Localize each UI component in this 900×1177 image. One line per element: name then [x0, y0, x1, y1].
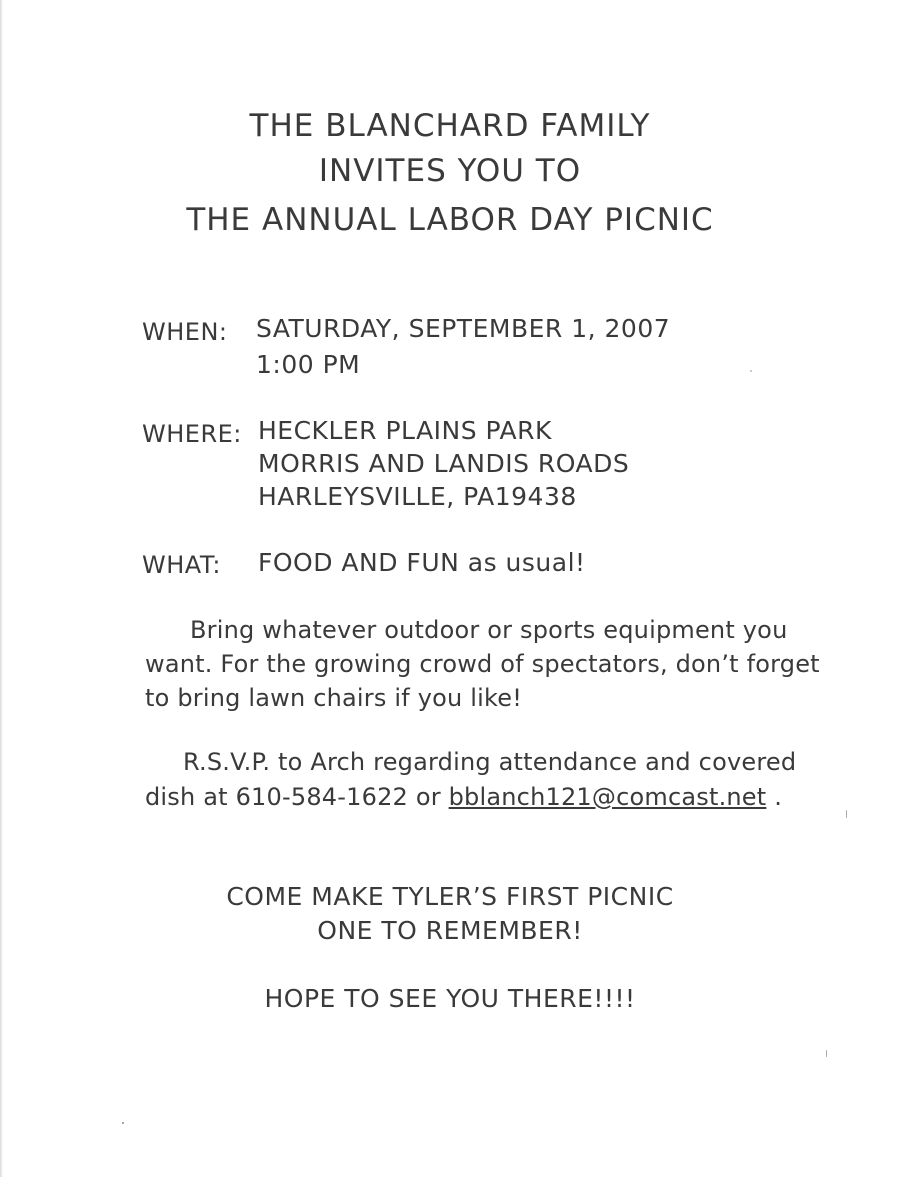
paragraph1-line-1: Bring whatever outdoor or sports equipment you — [190, 616, 788, 644]
scan-speck — [826, 1050, 827, 1057]
closing-line-1: COME MAKE TYLER’S FIRST PICNIC — [226, 882, 674, 911]
what-label: WHAT: — [142, 551, 221, 579]
scan-speck — [122, 1122, 124, 1124]
title-line-2: INVITES YOU TO — [318, 153, 582, 189]
rsvp-period: . — [766, 783, 783, 811]
when-label: WHEN: — [142, 318, 228, 346]
paragraph2-line-2 — [145, 785, 782, 809]
where-line-1: HECKLER PLAINS PARK — [258, 416, 552, 445]
title-line-3: THE ANNUAL LABOR DAY PICNIC — [186, 202, 714, 238]
what-text: FOOD AND FUN as usual! — [258, 548, 586, 577]
when-date: SATURDAY, SEPTEMBER 1, 2007 — [256, 314, 671, 343]
closing-line-3: HOPE TO SEE YOU THERE!!!! — [264, 984, 636, 1013]
rsvp-phone-text: dish at 610-584-1622 or — [145, 783, 449, 811]
when-time: 1:00 PM — [256, 350, 361, 379]
title-line-1: THE BLANCHARD FAMILY — [249, 108, 651, 144]
where-line-2: MORRIS AND LANDIS ROADS — [258, 449, 630, 478]
closing-line-2: ONE TO REMEMBER! — [317, 916, 583, 945]
paragraph1-line-2: want. For the growing crowd of spectators, don’t forget — [145, 650, 820, 678]
where-line-3: HARLEYSVILLE, PA19438 — [258, 482, 577, 511]
scan-speck — [750, 370, 752, 372]
email-link[interactable]: bblanch121@comcast.net — [448, 783, 767, 811]
where-label: WHERE: — [142, 420, 242, 448]
paragraph2-line-1: R.S.V.P. to Arch regarding attendance and covered — [183, 748, 797, 776]
paragraph1-line-3: to bring lawn chairs if you like! — [145, 684, 523, 712]
scan-speck — [846, 810, 847, 818]
